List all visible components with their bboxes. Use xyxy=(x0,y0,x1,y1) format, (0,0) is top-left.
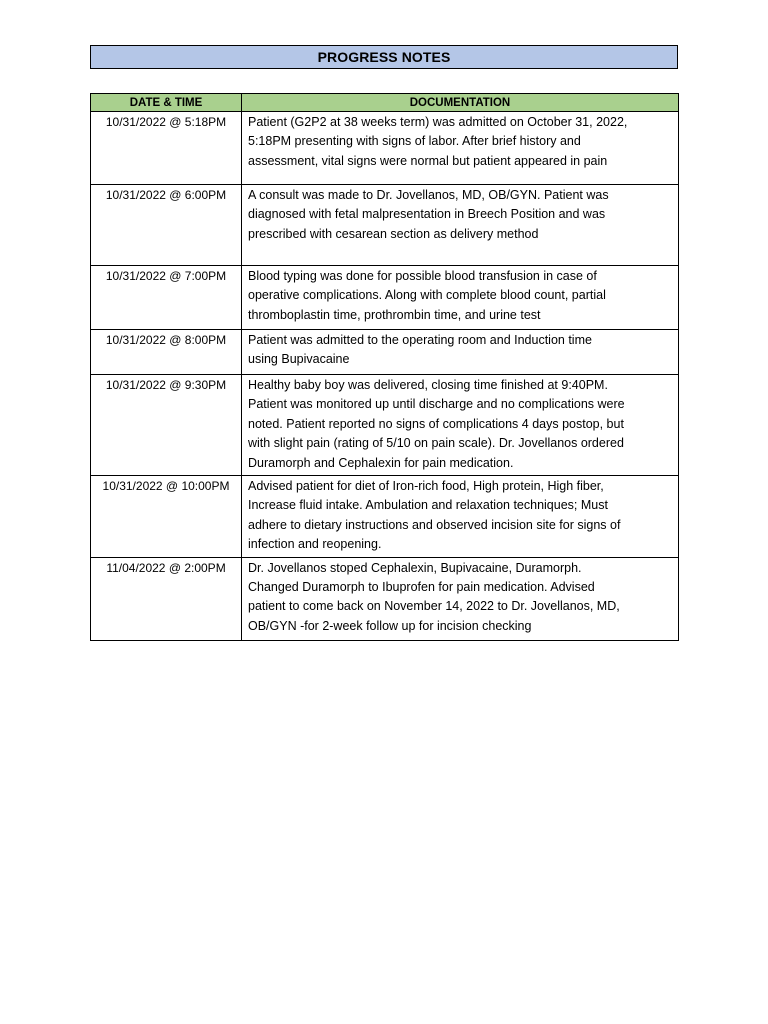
documentation-cell xyxy=(242,330,679,375)
documentation-line: A consult was made to Dr. Jovellanos, MD, OB/GYN. Patient was xyxy=(248,188,609,202)
documentation-line: Patient (G2P2 at 38 weeks term) was admitted on October 31, 2022, xyxy=(248,115,628,129)
documentation-line: Blood typing was done for possible blood transfusion in case of xyxy=(248,269,597,283)
table-header-row xyxy=(91,94,679,112)
date-time-cell: 11/04/2022 @ 2:00PM xyxy=(91,557,242,640)
documentation-line: assessment, vital signs were normal but patient appeared in pain xyxy=(248,153,608,168)
documentation-line: patient to come back on November 14, 2022 to Dr. Jovellanos, MD, xyxy=(248,599,620,614)
documentation-line: Patient was monitored up until discharge and no complications were xyxy=(248,397,625,412)
documentation-line: using Bupivacaine xyxy=(248,352,350,367)
documentation-cell xyxy=(242,266,679,330)
date-time-cell: 10/31/2022 @ 7:00PM xyxy=(91,266,242,330)
table-row xyxy=(91,476,679,558)
documentation-cell xyxy=(242,476,679,558)
documentation-line: Healthy baby boy was delivered, closing time finished at 9:40PM. xyxy=(248,378,608,392)
documentation-line: Changed Duramorph to Ibuprofen for pain medication. Advised xyxy=(248,580,595,595)
documentation-line: Duramorph and Cephalexin for pain medication. xyxy=(248,455,514,470)
documentation-line: Dr. Jovellanos stoped Cephalexin, Bupivacaine, Duramorph. xyxy=(248,560,582,575)
date-time-cell: 10/31/2022 @ 5:18PM xyxy=(91,112,242,185)
column-header-documentation: DOCUMENTATION xyxy=(242,94,679,112)
documentation-line: adhere to dietary instructions and observed incision site for signs of xyxy=(248,517,621,532)
documentation-line: 5:18PM presenting with signs of labor. After brief history and xyxy=(248,134,581,149)
documentation-line: Patient was admitted to the operating room and Induction time xyxy=(248,333,592,347)
documentation-line: noted. Patient reported no signs of complications 4 days postop, but xyxy=(248,416,624,431)
table-row xyxy=(91,112,679,185)
documentation-line: diagnosed with fetal malpresentation in Breech Position and was xyxy=(248,207,606,222)
table-row xyxy=(91,557,679,640)
documentation-line: infection and reopening. xyxy=(248,537,382,552)
documentation-line: OB/GYN -for 2-week follow up for incision checking xyxy=(248,618,532,633)
table-row xyxy=(91,330,679,375)
table-row xyxy=(91,185,679,266)
date-time-cell: 10/31/2022 @ 9:30PM xyxy=(91,375,242,476)
documentation-cell xyxy=(242,112,679,185)
page-title: PROGRESS NOTES xyxy=(90,45,678,69)
progress-notes-table xyxy=(90,93,679,641)
table-row xyxy=(91,266,679,330)
documentation-line: Advised patient for diet of Iron-rich food, High protein, High fiber, xyxy=(248,479,604,494)
documentation-line: prescribed with cesarean section as delivery method xyxy=(248,226,539,241)
documentation-cell xyxy=(242,185,679,266)
documentation-line: with slight pain (rating of 5/10 on pain scale). Dr. Jovellanos ordered xyxy=(248,436,624,451)
documentation-line: thromboplastin time, prothrombin time, and urine test xyxy=(248,307,541,322)
date-time-cell: 10/31/2022 @ 10:00PM xyxy=(91,476,242,558)
documentation-cell xyxy=(242,557,679,640)
documentation-cell xyxy=(242,375,679,476)
table-row xyxy=(91,375,679,476)
documentation-line: Increase fluid intake. Ambulation and relaxation techniques; Must xyxy=(248,498,608,513)
documentation-line: operative complications. Along with complete blood count, partial xyxy=(248,288,606,303)
date-time-cell: 10/31/2022 @ 8:00PM xyxy=(91,330,242,375)
date-time-cell: 10/31/2022 @ 6:00PM xyxy=(91,185,242,266)
column-header-date-time: DATE & TIME xyxy=(91,94,242,112)
